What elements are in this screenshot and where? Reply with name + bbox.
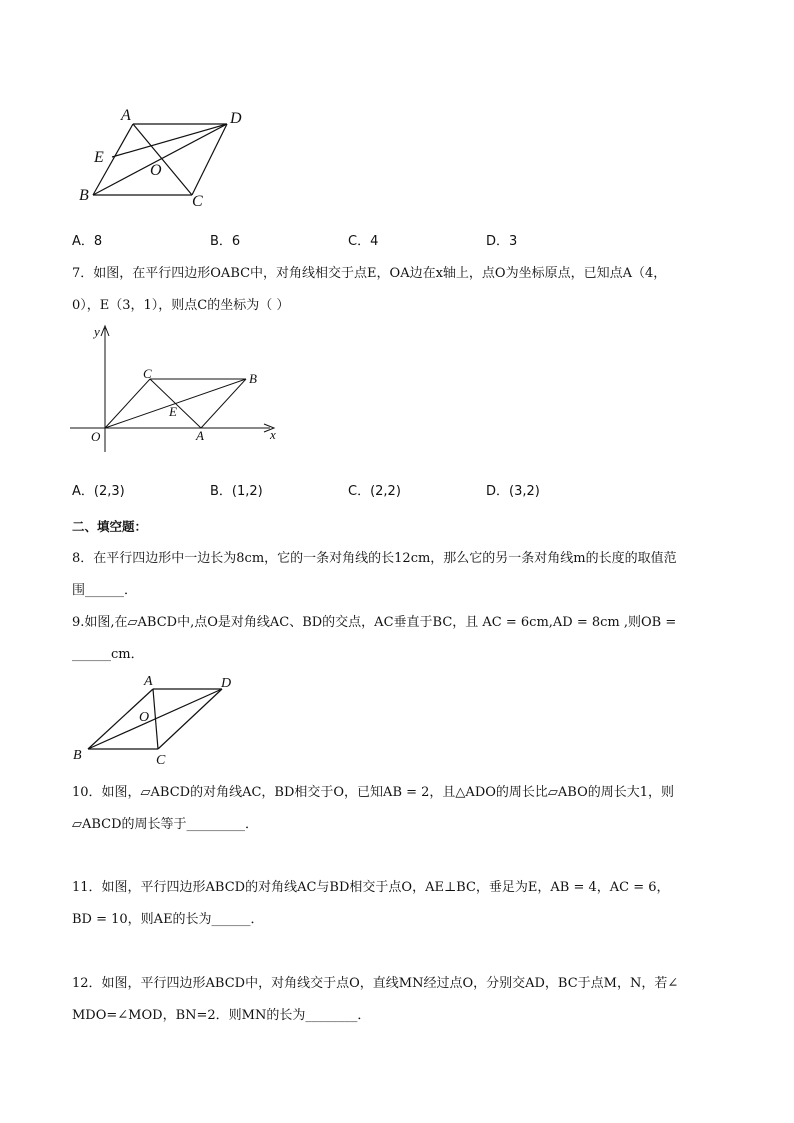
q7-choice-d: D．(3,2) [486, 484, 540, 499]
fig9-label-D: D [221, 676, 232, 691]
fig9-label-A: A [144, 674, 153, 689]
q8-line2: 围______． [72, 583, 138, 598]
q6-choice-c: C．4 [348, 234, 379, 249]
fig6-label-D: D [230, 110, 242, 127]
q7-line2: 0），E（3，1），则点C的坐标为（ ） [72, 298, 290, 313]
q10-line1: 10．如图，▱ABCD的对角线AC，BD相交于O，已知AB = 2，且△ADO的周长比▱ABO的周长大1，则 [72, 785, 675, 800]
q12-line2: MDO=∠MOD，BN=2．则MN的长为________． [72, 1008, 371, 1023]
q9-line1: 9.如图,在▱ABCD中,点O是对角线AC、BD的交点，AC垂直于BC，且 AC = 6cm,AD = 8cm ,则OB = [72, 615, 677, 630]
fig6-label-A: A [121, 107, 131, 124]
q9-line2: ______cm． [72, 647, 144, 662]
q7-choice-c: C．(2,2) [348, 484, 401, 499]
fig9-label-B: B [73, 748, 82, 763]
q11-line2: BD = 10，则AE的长为______． [72, 912, 264, 927]
q8-line1: 8．在平行四边形中一边长为8cm，它的一条对角线的长12cm，那么它的另一条对角线m的长度的取值范 [72, 551, 677, 566]
q7-fig-B: B [249, 371, 257, 386]
q6-choice-d: D．3 [486, 234, 518, 249]
fig6-label-O: O [150, 162, 162, 179]
fig9-label-C: C [156, 753, 166, 767]
q6-choice-a: A．8 [72, 234, 103, 249]
q6-choice-b: B．6 [210, 234, 241, 249]
q6-figure [70, 102, 260, 212]
q7-fig-C: C [143, 366, 152, 381]
q11-line1: 11．如图，平行四边形ABCD的对角线AC与BD相交于点O，AE⊥BC，垂足为E，AB = 4，AC = 6， [72, 880, 670, 895]
q9-figure [70, 672, 245, 767]
q10-line2: ▱ABCD的周长等于_________． [72, 817, 259, 832]
q7-fig-A: A [196, 428, 204, 443]
q7-fig-E: E [169, 404, 177, 419]
q7-line1: 7．如图，在平行四边形OABC中，对角线相交于点E，OA边在x轴上，点O为坐标原点，已知点A（4， [72, 266, 667, 281]
q12-line1: 12．如图，平行四边形ABCD中，对角线交于点O，直线MN经过点O，分别交AD，BC于点M，N，若∠ [72, 976, 679, 991]
q7-fig-x: x [270, 427, 276, 442]
fig6-label-B: B [79, 187, 89, 204]
section-heading: 二、填空题： [72, 519, 148, 534]
fig9-label-O: O [139, 710, 150, 725]
q7-choice-a: A．(2,3) [72, 484, 125, 499]
fig6-label-E: E [94, 149, 104, 166]
q7-figure [70, 322, 285, 452]
fig6-label-C: C [192, 193, 203, 210]
q7-choice-b: B．(1,2) [210, 484, 263, 499]
q7-fig-y: y [94, 324, 100, 339]
q7-fig-O: O [91, 429, 101, 444]
